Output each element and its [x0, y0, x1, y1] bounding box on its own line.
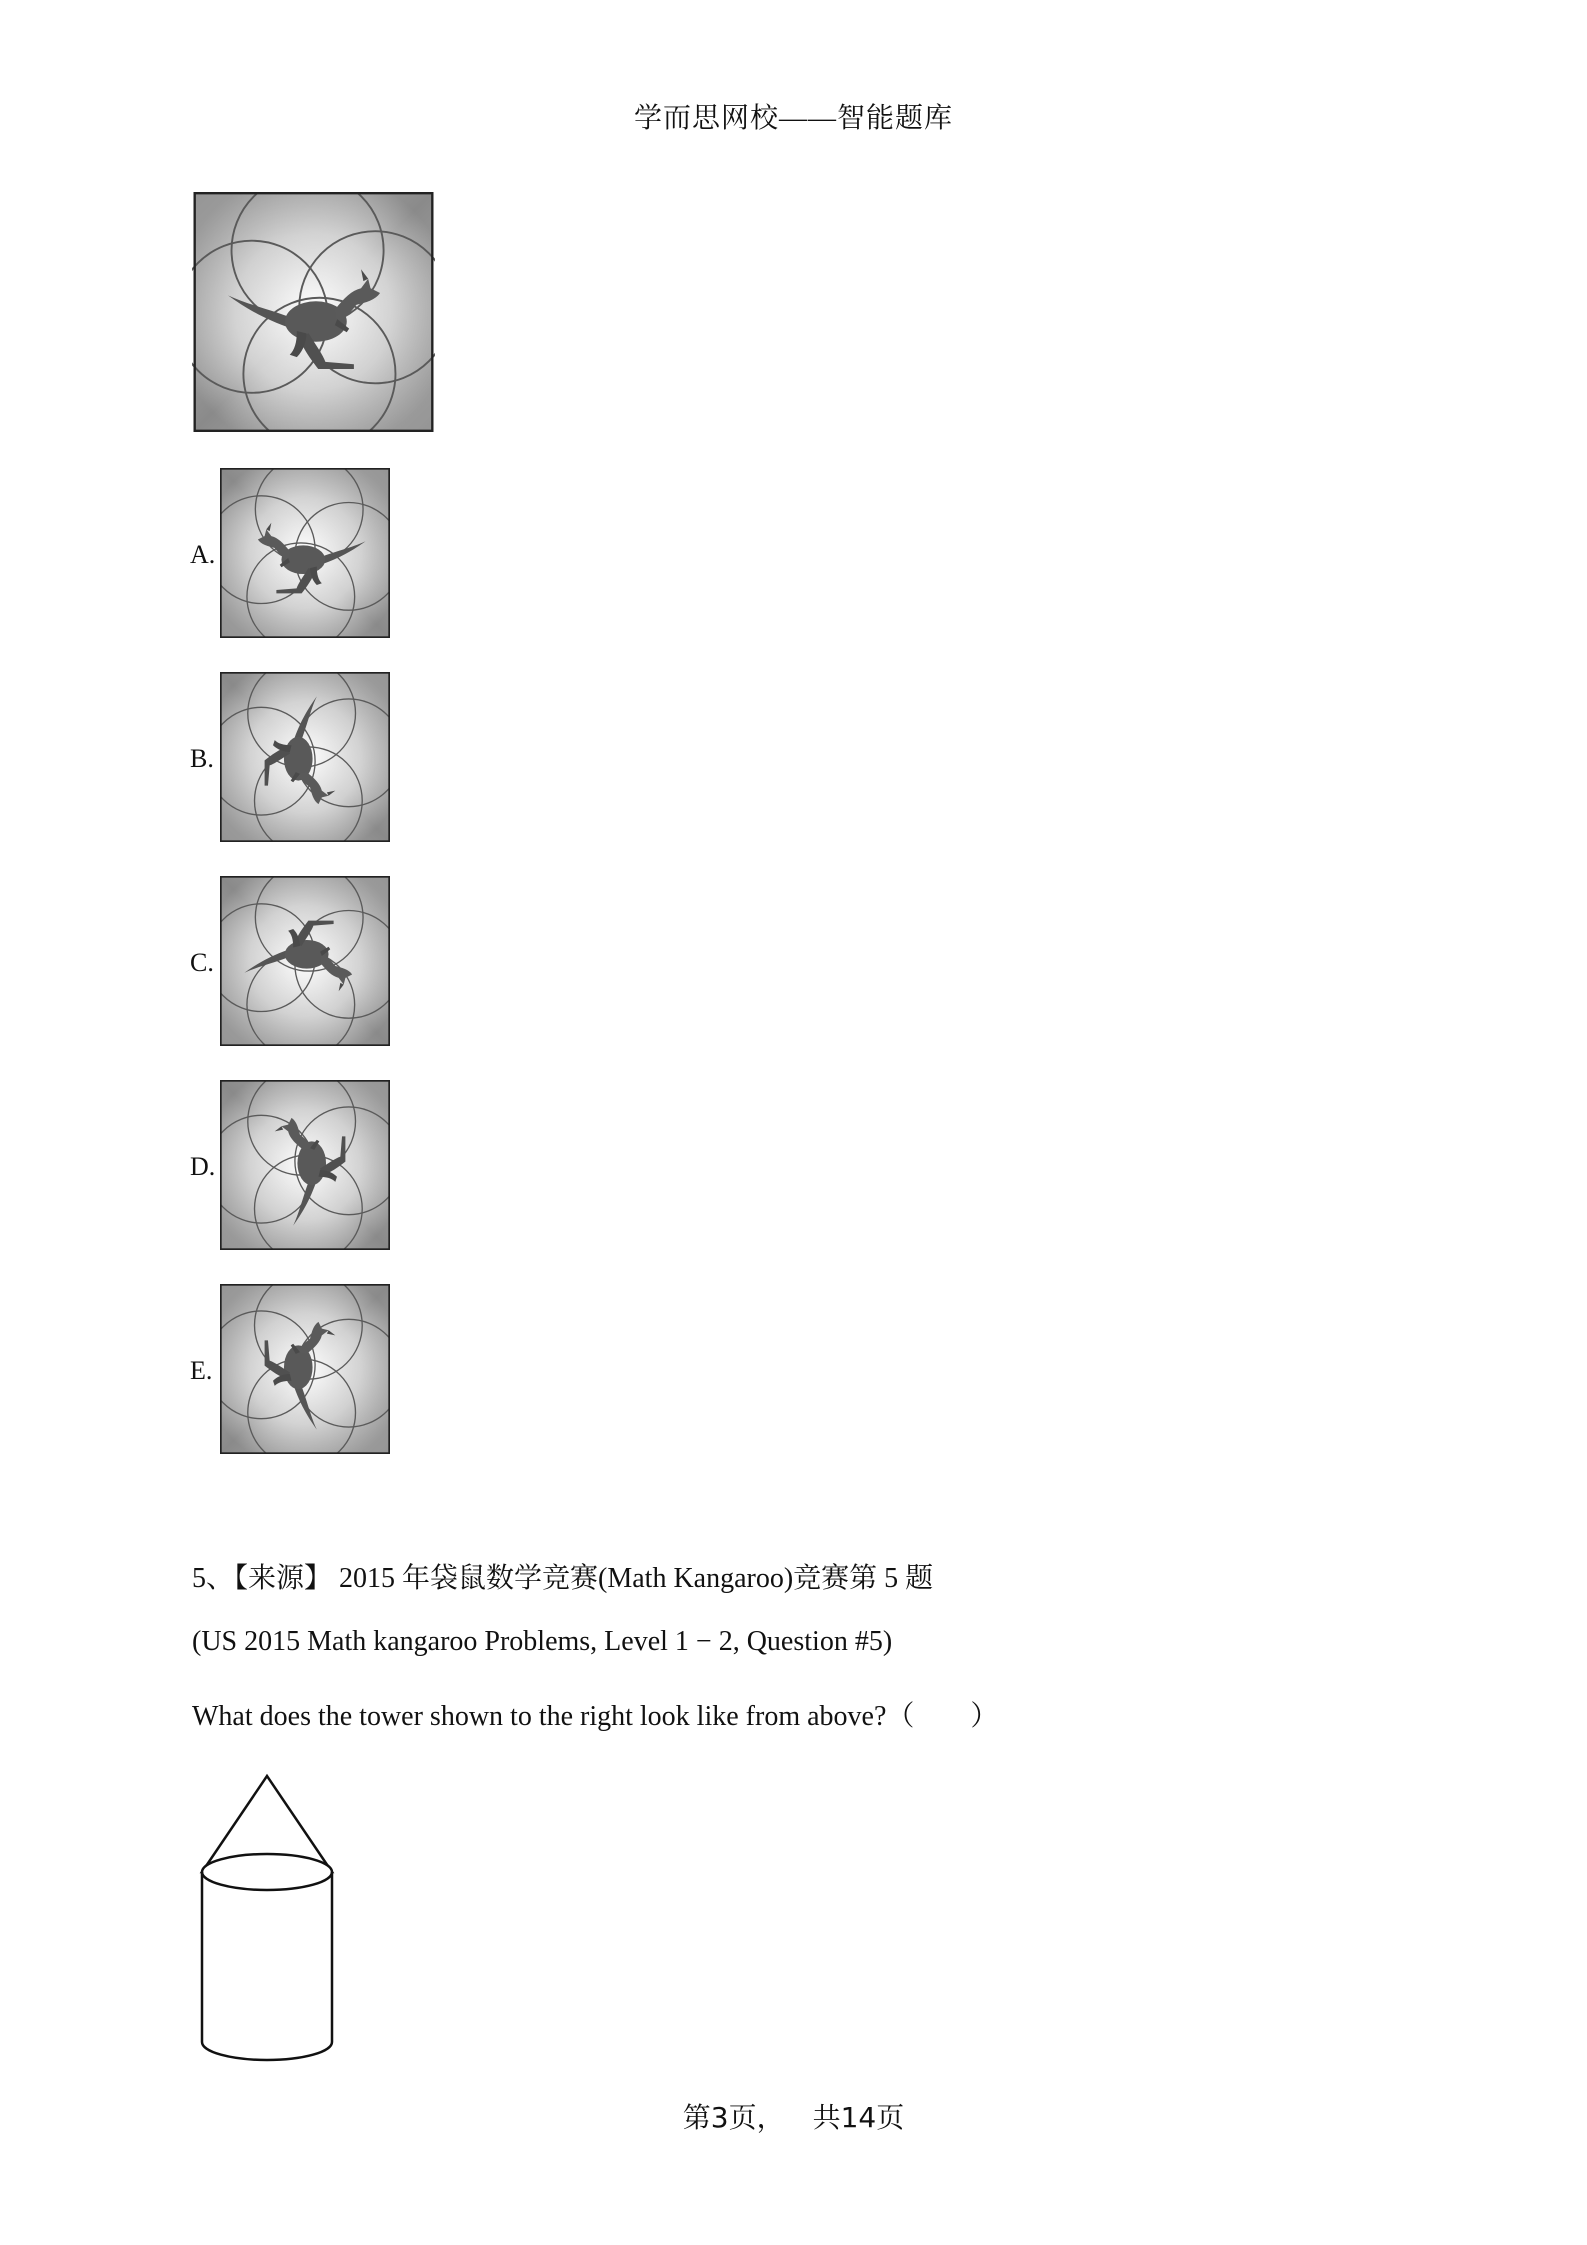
source-tag: 【来源】: [234, 1563, 333, 1594]
page-footer: [0, 2096, 1587, 2136]
option-label: D.: [190, 1152, 216, 1181]
option-label: E.: [190, 1356, 213, 1385]
option-label: C.: [190, 948, 214, 977]
answer-option-b[interactable]: [190, 672, 430, 842]
option-c-kangaroo-image: [220, 876, 390, 1046]
kangaroo-reference-figure: [192, 192, 435, 432]
option-a-kangaroo-image: [220, 468, 390, 638]
tower-figure: [196, 1770, 338, 2070]
answer-option-a[interactable]: [190, 468, 430, 638]
option-e-kangaroo-image: [220, 1284, 390, 1454]
question-number: 5、: [192, 1563, 235, 1594]
kangaroo-reference-image: [192, 192, 435, 432]
answer-option-e[interactable]: [190, 1284, 430, 1454]
question-5-reference: (US 2015 Math kangaroo Problems, Level 1 − 2, Question #5): [192, 1626, 893, 1657]
page-number-current: 第3页，: [682, 2101, 785, 2134]
answer-option-c[interactable]: [190, 876, 430, 1046]
tower-base-arc: [202, 2042, 332, 2060]
page-number-total: 共14页: [812, 2101, 905, 2134]
option-label: B.: [190, 744, 214, 773]
option-label: A.: [190, 540, 216, 569]
answer-option-d[interactable]: [190, 1080, 430, 1250]
question-5-prompt: What does the tower shown to the right look like from above?（ ）: [192, 1701, 999, 1732]
tower-top-ellipse: [202, 1854, 332, 1890]
page-header-title: 学而思网校——智能题库: [633, 103, 953, 134]
option-d-kangaroo-image: [220, 1080, 390, 1250]
source-text: 2015 年袋鼠数学竞赛(Math Kangaroo)竞赛第 5 题: [339, 1563, 934, 1594]
option-b-kangaroo-image: [220, 672, 390, 842]
question-5-source-line: [192, 1556, 933, 1596]
